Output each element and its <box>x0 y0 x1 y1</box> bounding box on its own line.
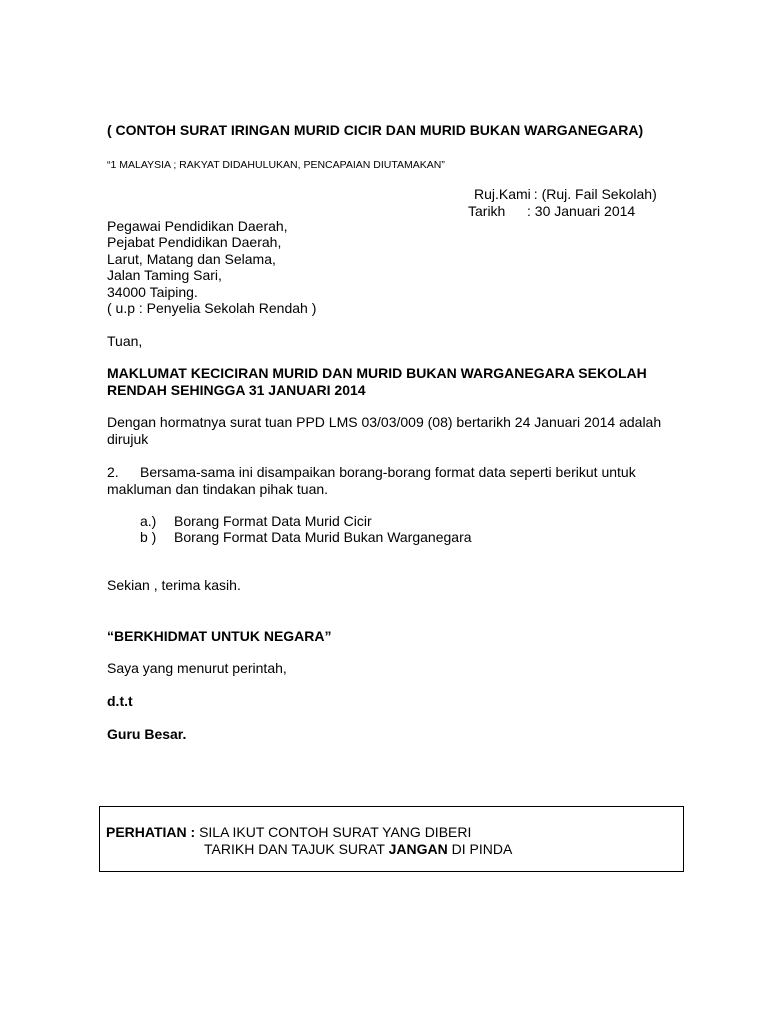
address-line: ( u.p : Penyelia Sekolah Rendah ) <box>107 299 317 316</box>
signatory-title: Guru Besar. <box>107 726 187 742</box>
paragraph-line: makluman dan tindakan pihak tuan. <box>107 481 329 497</box>
reference-block <box>468 186 738 220</box>
subject-line: MAKLUMAT KECICIRAN MURID DAN MURID BUKAN WARGANEGARA SEKOLAH <box>107 365 647 381</box>
list-item <box>140 513 472 529</box>
reference-row <box>468 186 738 203</box>
tarikh-label: Tarikh <box>468 203 506 219</box>
ruj-value: : (Ruj. Fail Sekolah) <box>533 186 657 202</box>
list-marker: b ) <box>140 529 157 545</box>
address-line: Larut, Matang dan Selama, <box>107 250 276 267</box>
attachment-list <box>140 513 472 545</box>
paragraph-1 <box>107 414 687 448</box>
slogan: “BERKHIDMAT UNTUK NEGARA” <box>107 628 332 644</box>
notice-text: SILA IKUT CONTOH SURAT YANG DIBERI <box>195 824 472 840</box>
notice-text: TARIKH DAN TAJUK SURAT <box>204 841 389 857</box>
address-line: Pegawai Pendidikan Daerah, <box>107 218 288 234</box>
notice-label: PERHATIAN : <box>106 824 196 840</box>
notice-emphasis: JANGAN <box>388 841 448 857</box>
address-line: Pejabat Pendidikan Daerah, <box>107 234 282 251</box>
paragraph-number: 2. <box>107 464 119 480</box>
list-text: Borang Format Data Murid Cicir <box>174 513 372 529</box>
subject-line: RENDAH SEHINGGA 31 JANUARI 2014 <box>107 382 366 398</box>
list-text: Borang Format Data Murid Bukan Warganegara <box>174 529 472 545</box>
notice-box <box>99 806 684 872</box>
letter-subject <box>107 365 667 399</box>
notice-text: DI PINDA <box>447 841 513 857</box>
notice-line-1 <box>106 824 471 841</box>
paragraph-line: Dengan hormatnya surat tuan PPD LMS 03/03/009 (08) bertarikh 24 Januari 2014 adalah <box>107 414 662 430</box>
recipient-address <box>107 218 316 316</box>
paragraph-text: Bersama-sama ini disampaikan borang-borang format data seperti berikut untuk <box>140 464 636 480</box>
list-marker: a.) <box>140 513 157 529</box>
closing-thanks: Sekian , terima kasih. <box>107 577 241 593</box>
paragraph-2 <box>107 464 687 498</box>
list-item <box>140 529 472 545</box>
closing-phrase: Saya yang menurut perintah, <box>107 660 287 676</box>
signature-placeholder: d.t.t <box>107 693 133 709</box>
address-line: Jalan Taming Sari, <box>107 267 222 284</box>
paragraph-line <box>107 464 687 481</box>
motto: “1 MALAYSIA ; RAKYAT DIDAHULUKAN, PENCAPAIAN DIUTAMAKAN” <box>107 159 445 171</box>
tarikh-value: : 30 Januari 2014 <box>527 203 636 219</box>
date-row <box>468 203 738 220</box>
notice-line-2 <box>204 841 512 858</box>
salutation: Tuan, <box>107 333 143 349</box>
address-line: 34000 Taiping. <box>107 283 198 300</box>
ruj-label: Ruj.Kami <box>474 186 531 202</box>
paragraph-line: dirujuk <box>107 431 149 447</box>
letter-title: ( CONTOH SURAT IRINGAN MURID CICIR DAN MURID BUKAN WARGANEGARA) <box>107 122 644 138</box>
